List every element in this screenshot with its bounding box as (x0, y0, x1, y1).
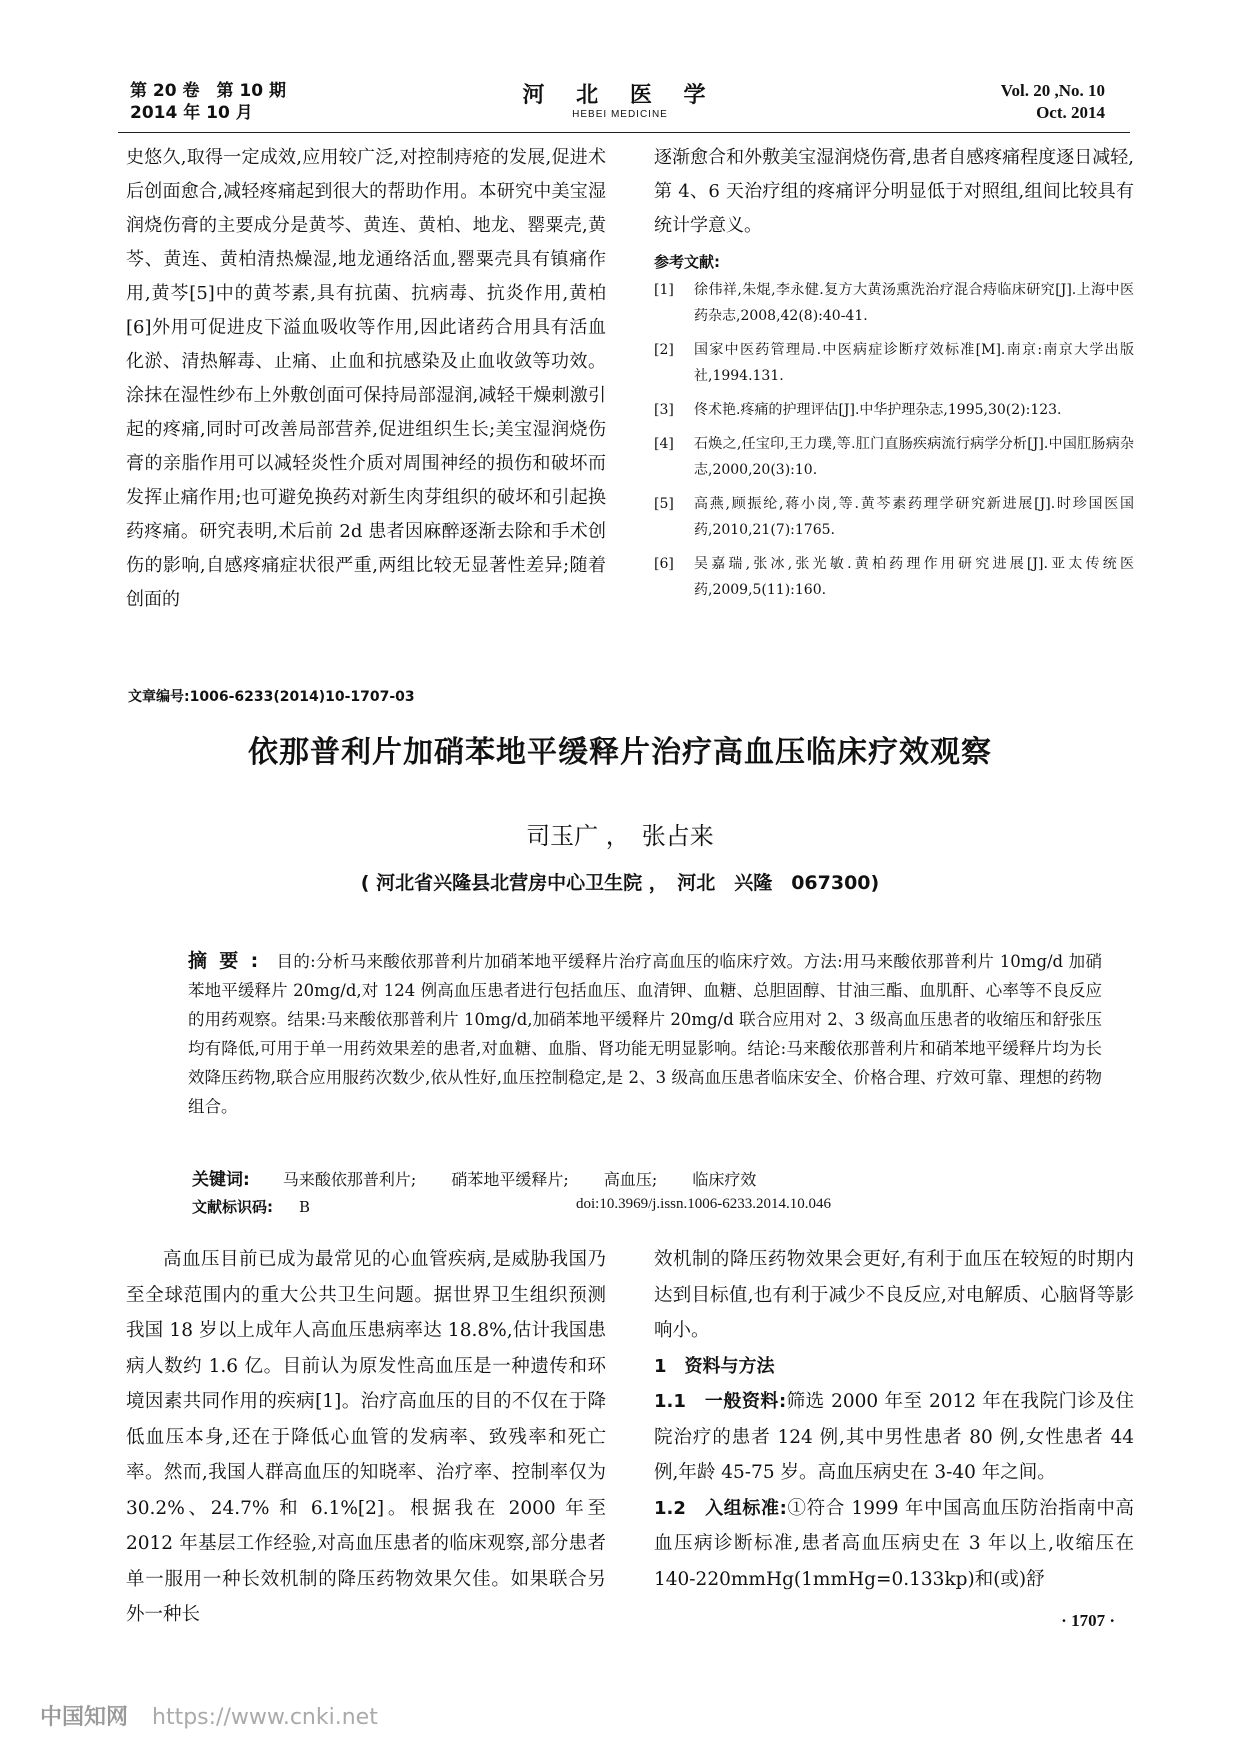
references-heading: 参考文献: (654, 253, 720, 271)
prev-article-text-right: 逐渐愈合和外敷美宝湿润烧伤膏,患者自感疼痛程度逐日减轻,第 4、6 天治疗组的疼痛评分明显低于对照组,组间比较具有统计学意义。 (654, 147, 1134, 236)
doi: doi:10.3969/j.issn.1006-6233.2014.10.046 (576, 1196, 832, 1212)
abstract-text: 目的:分析马来酸依那普利片加硝苯地平缓释片治疗高血压的临床疗效。方法:用马来酸依那普利片 10mg/d 加硝苯地平缓释片 20mg/d,对 124 例高血压患者进行包括血压、血清钾、血糖、总胆固醇、甘油三酯、血肌酐、心率等不良反应的用药观察。结果:马来酸依那普利片 10mg/d,加硝苯地平缓释片 20mg/d 联合应用对 2、3 级高血压患者的收缩压和舒张压均有降低,可用于单一用药效果差的患者,对血糖、血脂、肾功能无明显影响。结论:马来酸依那普利片和硝苯地平缓释片均为长效降压药物,联合应用服药次数少,依从性好,血压控制稳定,是 2、3 级高血压患者临床安全、价格合理、疗效可靠、理想的药物组合。 (188, 952, 1102, 1116)
subsection-label: 1.1 一般资料: (654, 1391, 787, 1412)
article-number: 文章编号:1006-6233(2014)10-1707-03 (128, 689, 415, 705)
body-left-column (126, 1242, 606, 1633)
subsection-label: 1.2 入组标准: (654, 1497, 787, 1519)
volume-issue: 第 20 卷 第 10 期 (130, 81, 286, 101)
journal-title-en: HEBEI MEDICINE (572, 109, 668, 120)
document-code-value: B (299, 1198, 311, 1216)
subsection-1-2 (654, 1491, 1134, 1598)
abstract-label: 摘要: (188, 950, 271, 972)
body-paragraph: 高血压目前已成为最常见的心血管疾病,是威胁我国乃至全球范围内的重大公共卫生问题。据世界卫生组织预测我国 18 岁以上成年人高血压患病率达 18.8%,估计我国患病人数约 1.6 亿。目前认为原发性高血压是一种遗传和环境因素共同作用的疾病[1]。治疗高血压的目的不仅在于降低血压本身,还在于降低心血管的发病率、致残率和死亡率。然而,我国人群高血压的知晓率、治疗率、控制率仅为 30.2%、24.7% 和 6.1%[2]。根据我在 2000 年至 2012 年基层工作经验,对高血压患者的临床观察,部分患者单一服用一种长效机制的降压药物效果欠佳。如果联合另外一种长 (126, 1249, 606, 1625)
prev-article-right-column (654, 141, 1134, 611)
keywords (192, 1165, 786, 1190)
header-right (1001, 80, 1105, 124)
keyword: 硝苯地平缓释片; (451, 1170, 569, 1189)
reference-item: [2] 国家中医药管理局.中医病症诊断疗效标准[M].南京:南京大学出版社,1994.131. (654, 342, 1134, 384)
abstract (188, 946, 1102, 1121)
document-code-label: 文献标识码: (192, 1198, 273, 1216)
keyword: 高血压; (603, 1170, 658, 1189)
reference-item: [3] 佟术艳.疼痛的护理评估[J].中华护理杂志,1995,30(2):123. (654, 402, 1062, 418)
footer-brand: 中国知网 (40, 1705, 129, 1730)
prev-article-left-column (126, 141, 606, 617)
footer-watermark (40, 1700, 378, 1731)
document-code (192, 1196, 310, 1217)
subsection-text: ①符合 1999 年中国高血压防治指南中高血压病诊断标准,患者高血压病史在 3 年以上,收缩压在 140-220mmHg(1mmHg=0.133kp)和(或)舒 (654, 1497, 1134, 1590)
reference-item: [4] 石焕之,任宝印,王力璞,等.肛门直肠疾病流行病学分析[J].中国肛肠病杂志,2000,20(3):10. (654, 436, 1134, 478)
header-rule (118, 132, 1130, 133)
subsection-text: 筛选 2000 年至 2012 年在我院门诊及住院治疗的患者 124 例,其中男性患者 80 例,女性患者 44 例,年龄 45-75 岁。高血压病史在 3-40 年之间。 (654, 1391, 1135, 1483)
reference-item: [6] 吴嘉瑞,张冰,张光敏.黄柏药理作用研究进展[J].亚太传统医药,2009,5(11):160. (654, 556, 1134, 598)
article-authors: 司玉广 ， 张占来 (526, 822, 714, 850)
body-paragraph: 效机制的降压药物效果会更好,有利于血压在较短的时期内达到目标值,也有利于减少不良反应,对电解质、心脑肾等影响小。 (654, 1249, 1134, 1341)
keywords-label: 关键词: (192, 1170, 250, 1190)
page-number: · 1707 · (1061, 1611, 1115, 1630)
keyword: 马来酸依那普利片; (282, 1170, 417, 1189)
body-right-column (654, 1242, 1134, 1597)
section-heading: 1 资料与方法 (654, 1355, 775, 1377)
article-title: 依那普利片加硝苯地平缓释片治疗高血压临床疗效观察 (248, 735, 992, 770)
reference-item: [1] 徐伟祥,朱焜,李永健.复方大黄汤熏洗治疗混合痔临床研究[J].上海中医药杂志,2008,42(8):40-41. (654, 282, 1134, 324)
subsection-1-1 (654, 1384, 1134, 1491)
keyword: 临床疗效 (692, 1170, 757, 1189)
issue-date-en: Oct. 2014 (1036, 103, 1105, 122)
reference-item: [5] 高燕,顾振纶,蒋小岗,等.黄芩素药理学研究新进展[J].时珍国医国药,2010,21(7):1765. (654, 496, 1134, 538)
volume-issue-en: Vol. 20 ,No. 10 (1000, 81, 1105, 100)
reference-list (654, 277, 1134, 603)
journal-title-cn: 河 北 医 学 (522, 83, 718, 108)
author-affiliation: ( 河北省兴隆县北营房中心卫生院 ， 河北 兴隆 067300) (360, 872, 880, 894)
prev-article-text-left: 史悠久,取得一定成效,应用较广泛,对控制痔疮的发展,促进术后创面愈合,减轻疼痛起到很大的帮助作用。本研究中美宝湿润烧伤膏的主要成分是黄芩、黄连、黄柏、地龙、罂粟壳,黄芩、黄连、黄柏清热燥湿,地龙通络活血,罂粟壳具有镇痛作用,黄芩[5]中的黄芩素,具有抗菌、抗病毒、抗炎作用,黄柏[6]外用可促进皮下溢血吸收等作用,因此诸药合用具有活血化淤、清热解毒、止痛、止血和抗感染及止血收敛等功效。涂抹在湿性纱布上外敷创面可保持局部湿润,减轻干燥刺激引起的疼痛,同时可改善局部营养,促进组织生长;美宝湿润烧伤膏的亲脂作用可以减轻炎性介质对周围神经的损伤和破坏而发挥止痛作用;也可避免换药对新生肉芽组织的破坏和引起换药疼痛。研究表明,术后前 2d 患者因麻醉逐渐去除和手术创伤的影响,自感疼痛症状很严重,两组比较无显著性差异;随着创面的 (126, 147, 606, 610)
issue-date-cn: 2014 年 10 月 (130, 103, 253, 123)
footer-url[interactable]: https://www.cnki.net (152, 1705, 378, 1730)
